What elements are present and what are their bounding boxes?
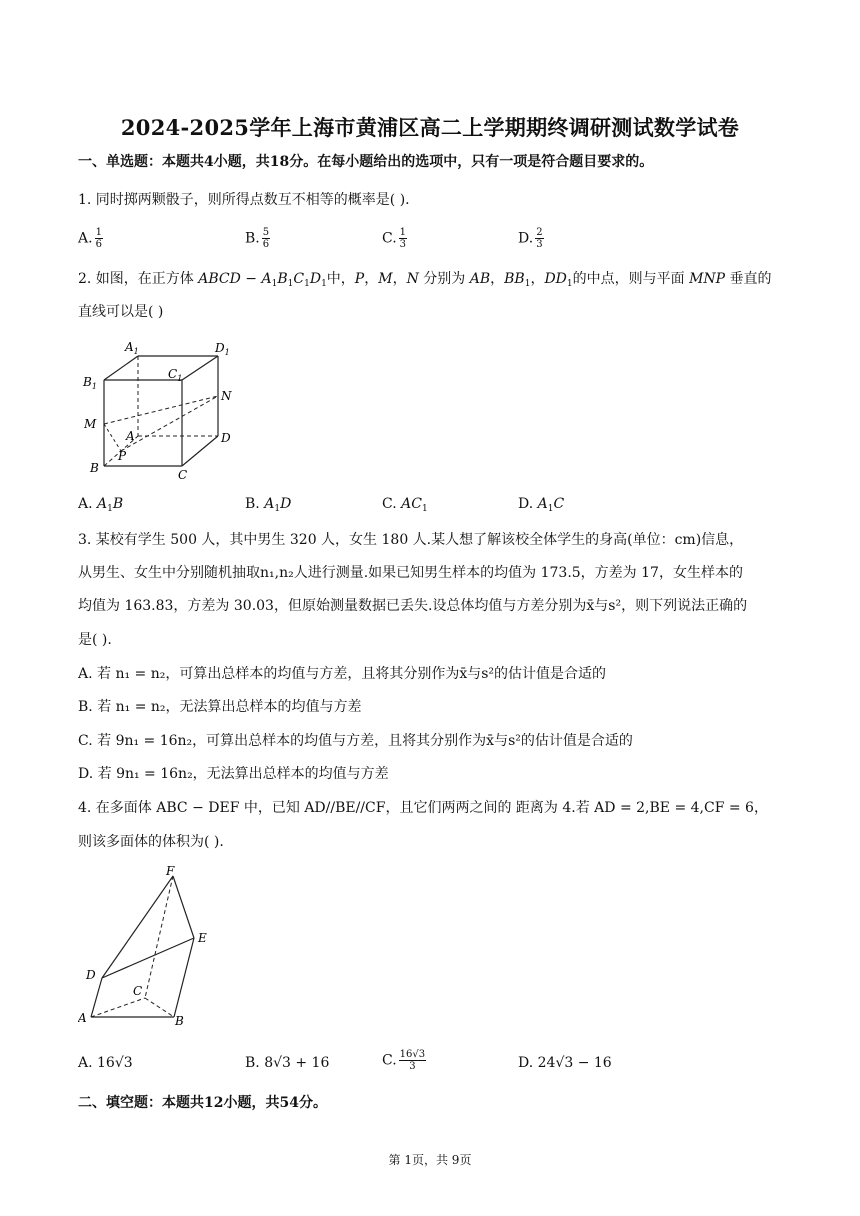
section-1-suffix: 分。在每小题给出的选项中，只有一项是符合题目要求的。 [289, 154, 654, 170]
label-b: B [175, 1014, 184, 1028]
label-e: E [198, 931, 207, 945]
label-c: C [133, 984, 143, 998]
label-c: C [178, 468, 188, 482]
q2-option-d: D. $A_1C$ [518, 496, 565, 514]
q1-option-c [382, 227, 407, 250]
polyhedron-figure [78, 866, 228, 1031]
question-3-line-4: 是( ). [78, 632, 112, 648]
label-d: D [221, 431, 231, 445]
q4-option-b: B. 8√3 + 16 [245, 1055, 330, 1071]
q4-option-c-fraction: $\frac{16√3}{3}$ [399, 1049, 426, 1072]
section-1-count: 4 [204, 154, 214, 170]
q1-option-b-label: B. [245, 230, 260, 247]
q1-option-b-fraction: $\frac{5}{6}$ [262, 227, 270, 250]
section-1-score: 18 [269, 154, 290, 170]
question-2-line-2: 直线可以是( ) [78, 304, 164, 320]
q1-option-c-label: C. [382, 230, 397, 247]
q2-option-b: B. $A_1D$ [245, 496, 292, 514]
section-1-prefix: 一、单选题：本题共 [78, 154, 204, 170]
q2-option-c: C. $AC_1$ [382, 496, 428, 514]
question-4-line-1: 4. 在多面体 ABC − DEF 中，已知 AD//BE//CF，且它们两两之间的 距离为 4.若 AD = 2,BE = 4,CF = 6， [78, 800, 768, 816]
section-2-header [78, 1093, 327, 1113]
label-b1: $B_1$ [83, 375, 97, 391]
cube-figure [78, 336, 248, 486]
q1-option-b [245, 227, 270, 250]
q1-option-d [518, 227, 544, 250]
label-b: B [90, 461, 99, 475]
question-4-line-2: 则该多面体的体积为( ). [78, 834, 224, 850]
section-2-mid: 小题，共 [223, 1095, 280, 1111]
page-title: 2024-2025学年上海市黄浦区高二上学期期终调研测试数学试卷 [120, 115, 740, 140]
q1-option-c-fraction: $\frac{1}{3}$ [399, 227, 407, 250]
label-c1: $C_1$ [168, 367, 183, 383]
question-3-line-1: 3. 某校有学生 500 人，其中男生 320 人，女生 180 人.某人想了解该校全体学生的身高(单位：cm)信息， [78, 532, 744, 548]
question-2-line-1: 2. 如图，在正方体 ABCD − $A_1B_1C_1D_1$中，P，M，N 分别为 AB，$BB_1$，$DD_1$的中点，则与平面 MNP 垂直的 [78, 271, 772, 289]
section-1-header [78, 152, 653, 172]
section-2-prefix: 二、填空题：本题共 [78, 1095, 204, 1111]
label-f: F [166, 866, 175, 878]
section-2-suffix: 分。 [298, 1095, 327, 1111]
q4-option-d: D. 24√3 − 16 [518, 1055, 612, 1071]
question-3-line-3: 均值为 163.83，方差为 30.03，但原始测量数据已丢失.设总体均值与方差分别为x̄与s²，则下列说法正确的 [78, 598, 748, 614]
question-1-stem: 1. 同时掷两颗骰子，则所得点数互不相等的概率是( ). [78, 192, 410, 208]
q1-option-a [78, 227, 103, 250]
label-m: M [84, 417, 97, 431]
q3-option-b: B. 若 n₁ = n₂，无法算出总样本的均值与方差 [78, 699, 362, 715]
section-1-mid: 小题，共 [213, 154, 270, 170]
label-a1: $A_1$ [125, 340, 139, 356]
q1-option-d-label: D. [518, 230, 534, 247]
q4-option-a: A. 16√3 [78, 1055, 133, 1071]
label-p: P [118, 449, 127, 463]
label-n: N [221, 389, 232, 403]
section-2-score: 54 [279, 1095, 299, 1111]
label-d1: $D_1$ [215, 341, 230, 357]
q1-option-d-fraction: $\frac{2}{3}$ [536, 227, 543, 250]
q1-option-a-fraction: $\frac{1}{6}$ [95, 227, 102, 250]
label-d: D [86, 968, 96, 982]
q3-option-d: D. 若 9n₁ = 16n₂，无法算出总样本的均值与方差 [78, 766, 389, 782]
q3-option-c: C. 若 9n₁ = 16n₂，可算出总样本的均值与方差，且将其分别作为x̄与s²的估计值是合适的 [78, 733, 633, 749]
q4-option-c-label: C. [382, 1052, 397, 1069]
q2-option-a: A. $A_1B$ [78, 496, 124, 514]
q3-option-a: A. 若 n₁ = n₂，可算出总样本的均值与方差，且将其分别作为x̄与s²的估计值是合适的 [78, 666, 607, 682]
question-3-line-2: 从男生、女生中分别随机抽取n₁,n₂人进行测量.如果已知男生样本的均值为 173.5，方差为 17，女生样本的 [78, 565, 743, 581]
q1-option-a-label: A. [78, 230, 93, 247]
q4-option-c [382, 1049, 426, 1072]
label-a: A [126, 429, 135, 443]
section-2-count: 12 [204, 1095, 224, 1111]
label-a: A [78, 1011, 87, 1025]
page-footer: 第 1页，共 9页 [388, 1153, 472, 1167]
